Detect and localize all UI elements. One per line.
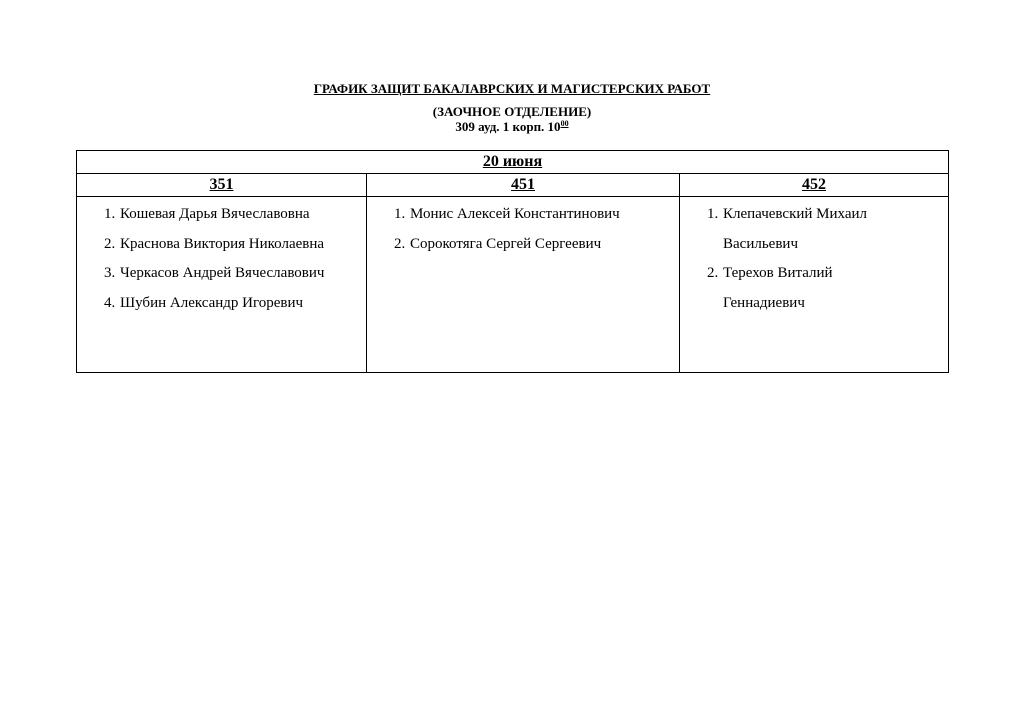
students-row — [77, 197, 949, 373]
department-subtitle: (ЗАОЧНОЕ ОТДЕЛЕНИЕ) — [432, 104, 592, 119]
group-number-351: 351 — [77, 174, 367, 197]
group-number-452: 452 — [680, 174, 949, 197]
group-header-row — [77, 174, 949, 197]
student-list-item: 2. Сорокотяга Сергей Сергеевич — [409, 230, 679, 260]
student-list-item: 1. Монис Алексей Константинович — [409, 200, 679, 230]
group-351-students — [77, 197, 367, 373]
student-list-item: 1. Клепачевский Михаил Васильевич — [722, 200, 908, 259]
time-minutes: 00 — [560, 119, 569, 128]
defense-schedule-table — [76, 150, 949, 373]
student-list-item: 2. Терехов Виталий Геннадиевич — [722, 259, 908, 318]
student-list — [680, 200, 948, 318]
student-list-item: 4. Шубин Александр Игоревич — [119, 289, 366, 319]
student-list-item: 1. Кошевая Дарья Вячеславовна — [119, 200, 366, 230]
student-list — [367, 200, 679, 259]
page-title: ГРАФИК ЗАЩИТ БАКАЛАВРСКИХ И МАГИСТЕРСКИХ РАБОТ — [313, 81, 711, 96]
defense-date: 20 июня — [77, 151, 949, 174]
date-row — [77, 151, 949, 174]
room-and-building: 309 ауд. 1 корп. 10 — [455, 119, 561, 134]
group-number-451: 451 — [367, 174, 680, 197]
student-list-item: 3. Черкасов Андрей Вячеславович — [119, 259, 366, 289]
location-line — [0, 119, 1024, 135]
group-452-students — [680, 197, 949, 373]
group-451-students — [367, 197, 680, 373]
student-list-item: 2. Краснова Виктория Николаевна — [119, 230, 366, 260]
student-list — [77, 200, 366, 318]
